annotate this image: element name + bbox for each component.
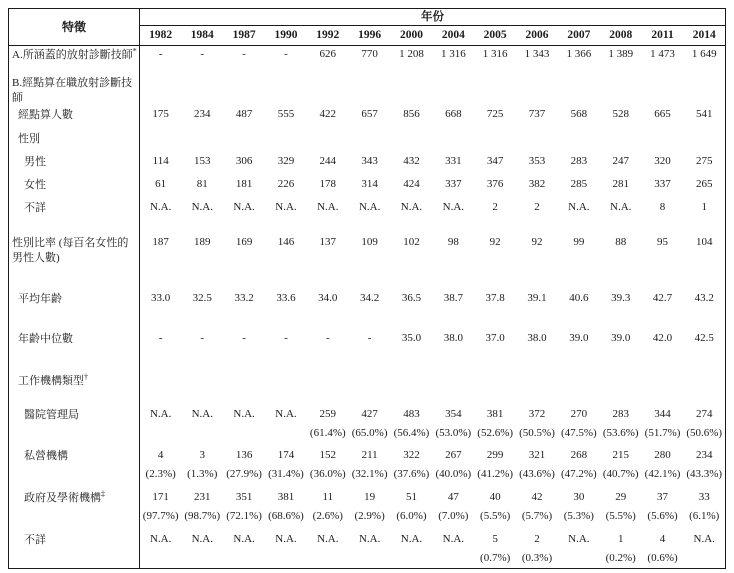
- cell-value: 372 (50.5%): [519, 407, 555, 439]
- cell-value: -: [367, 331, 372, 344]
- cell-value: 40.6: [569, 291, 589, 304]
- cell-value: 856: [403, 107, 420, 120]
- spacer-row: [9, 280, 726, 290]
- table-row: [9, 372, 726, 396]
- cell-value: 337: [445, 177, 462, 190]
- cell-value: -: [200, 48, 205, 60]
- cell-value: 187: [152, 235, 169, 248]
- cell-value: 3 (1.3%): [187, 448, 218, 480]
- cell-value: 541: [695, 107, 713, 120]
- cell-value: 169: [235, 235, 253, 248]
- cell-value: 244: [319, 154, 337, 167]
- row-label: 工作機構類型†: [9, 372, 140, 396]
- cell-value: 1 316: [440, 48, 466, 60]
- spacer-row: [9, 354, 726, 372]
- cell-value: 109: [361, 235, 378, 248]
- row-label: 平均年齡: [9, 290, 140, 314]
- cell-value: N.A.: [358, 200, 381, 213]
- cell-value: 33.6: [276, 291, 296, 304]
- empty-cells: [140, 354, 726, 372]
- row-label: 性別: [9, 130, 140, 153]
- cell-value: 4 (0.6%): [647, 532, 678, 564]
- cell-value: 234 (43.3%): [686, 448, 723, 480]
- row-label: 私營機構: [9, 447, 140, 489]
- cell-value: N.A.: [191, 200, 213, 213]
- year-column-header: 2006: [516, 26, 558, 46]
- cell-value: N.A.: [358, 532, 381, 545]
- cell-value: 770: [361, 48, 378, 60]
- row-label: 女性: [9, 176, 140, 199]
- cell-value: N.A.: [317, 532, 339, 545]
- cell-value: 1 (0.2%): [605, 532, 636, 564]
- cell-value: 39.0: [569, 331, 589, 344]
- cell-value: 39.3: [611, 291, 631, 304]
- cell-value: 211 (32.1%): [351, 448, 388, 480]
- cell-value: N.A.: [275, 200, 297, 213]
- cell-value: N.A.: [233, 407, 255, 420]
- cell-value: 181: [235, 177, 253, 190]
- cell-value: 283: [570, 154, 588, 167]
- row-label: [9, 354, 140, 372]
- row-label: 不詳: [9, 199, 140, 222]
- table-row: [9, 46, 726, 74]
- cell-value: 555: [277, 107, 295, 120]
- year-column-header: 2007: [558, 26, 600, 46]
- cell-value: 381 (68.6%): [268, 490, 304, 522]
- year-column-header: 1982: [140, 26, 182, 46]
- cell-value: 321 (43.6%): [519, 448, 555, 480]
- cell-value: N.A.: [191, 532, 213, 545]
- cell-value: 422: [319, 107, 337, 120]
- empty-cells: [140, 280, 726, 290]
- cell-value: 34.2: [360, 291, 380, 304]
- cell-value: N.A.: [149, 200, 172, 213]
- cell-value: 268 (47.2%): [560, 448, 597, 480]
- cell-value: N.A.: [568, 532, 590, 545]
- cell-value: 668: [445, 107, 462, 120]
- cell-value: N.A.: [442, 200, 465, 213]
- table-row: [9, 234, 726, 280]
- cell-value: 34.0: [318, 291, 338, 304]
- cell-value: 234: [194, 107, 211, 120]
- cell-value: N.A.: [693, 532, 715, 545]
- cell-value: 47 (7.0%): [438, 490, 469, 522]
- table-header: [9, 9, 726, 46]
- row-label: 年齡中位數: [9, 330, 140, 354]
- row-label: B.經點算在職放射診斷技師: [9, 74, 140, 106]
- cell-value: -: [325, 331, 330, 344]
- spacer-row: [9, 314, 726, 330]
- cell-value: N.A.: [149, 532, 172, 545]
- cell-value: 174 (31.4%): [268, 448, 304, 480]
- cell-value: 98: [447, 235, 459, 248]
- row-label: [9, 396, 140, 406]
- cell-value: N.A.: [400, 532, 423, 545]
- table-row: [9, 330, 726, 354]
- cell-value: -: [284, 331, 288, 344]
- table-row: [9, 130, 726, 153]
- cell-value: 354 (53.0%): [435, 407, 472, 439]
- cell-value: N.A.: [442, 532, 465, 545]
- cell-value: 483 (56.4%): [393, 407, 430, 439]
- row-label: A.所涵蓋的放射診斷技師*: [9, 46, 140, 74]
- cell-value: 2 (0.3%): [521, 532, 553, 564]
- year-column-header: 2008: [600, 26, 642, 46]
- cell-value: 280 (42.1%): [644, 448, 681, 480]
- cell-value: 247: [612, 154, 629, 167]
- cell-value: 528: [612, 107, 629, 120]
- cell-value: N.A.: [233, 532, 255, 545]
- row-label: [9, 222, 140, 234]
- cell-value: 424: [403, 177, 420, 190]
- year-column-header: 2005: [474, 26, 516, 46]
- cell-value: N.A.: [400, 200, 423, 213]
- year-column-header: 1990: [265, 26, 307, 46]
- cell-value: 2: [534, 200, 540, 213]
- cell-value: 320: [654, 154, 671, 167]
- cell-value: 331: [445, 154, 462, 167]
- spacer-row: [9, 222, 726, 234]
- cell-value: 92: [489, 235, 501, 248]
- cell-value: 33 (6.1%): [689, 490, 720, 522]
- cell-value: 1 343: [524, 48, 550, 60]
- cell-value: 306: [235, 154, 253, 167]
- cell-value: 104: [695, 235, 713, 248]
- cell-value: 114: [152, 154, 169, 167]
- cell-value: N.A.: [317, 200, 339, 213]
- cell-value: 382: [528, 177, 546, 190]
- spacer-row: [9, 396, 726, 406]
- year-column-header: 2004: [432, 26, 474, 46]
- cell-value: 1 649: [691, 48, 717, 60]
- empty-cells: [140, 396, 726, 406]
- cell-value: N.A.: [275, 532, 297, 545]
- cell-value: 42 (5.7%): [521, 490, 553, 522]
- cell-value: 11 (2.6%): [312, 490, 343, 522]
- cell-value: 61: [155, 177, 167, 190]
- cell-value: 568: [570, 107, 588, 120]
- cell-value: 8: [659, 200, 666, 213]
- cell-value: 265: [695, 177, 713, 190]
- cell-value: 81: [196, 177, 208, 190]
- cell-value: -: [200, 331, 205, 344]
- year-group-row: [9, 9, 726, 26]
- cell-value: 136 (27.9%): [226, 448, 262, 480]
- year-column-header: 1987: [223, 26, 265, 46]
- cell-value: N.A.: [610, 200, 632, 213]
- cell-value: 88: [615, 235, 627, 248]
- cell-value: 322 (37.6%): [393, 448, 430, 480]
- cell-value: 657: [361, 107, 378, 120]
- cell-value: 5 (0.7%): [480, 532, 511, 564]
- cell-value: 175: [152, 107, 169, 120]
- characteristics-header: 特徵: [9, 9, 140, 46]
- cell-value: 343: [361, 154, 378, 167]
- cell-value: 29 (5.5%): [605, 490, 636, 522]
- cell-value: 153: [194, 154, 211, 167]
- cell-value: 37.0: [485, 331, 505, 344]
- cell-value: 299 (41.2%): [477, 448, 514, 480]
- cell-value: 30 (5.3%): [563, 490, 594, 522]
- statistics-table: [8, 8, 726, 569]
- empty-cells: [140, 222, 726, 234]
- cell-value: 1 316: [482, 48, 508, 60]
- cell-value: 1 389: [608, 48, 634, 60]
- cell-value: -: [284, 48, 288, 60]
- cell-value: 102: [403, 235, 420, 248]
- cell-value: 344 (51.7%): [644, 407, 681, 439]
- cell-value: 427 (65.0%): [351, 407, 388, 439]
- cell-value: -: [242, 331, 246, 344]
- cell-value: 626: [319, 48, 337, 60]
- cell-value: 725: [486, 107, 504, 120]
- row-label: 男性: [9, 153, 140, 176]
- table-row: [9, 531, 726, 569]
- year-group-header: 年份: [140, 9, 726, 26]
- cell-value: 231 (98.7%): [184, 490, 221, 522]
- row-label: 醫院管理局: [9, 406, 140, 447]
- row-label: 政府及學術機構‡: [9, 489, 140, 531]
- cell-value: 19 (2.9%): [354, 490, 385, 522]
- cell-value: 1: [701, 200, 707, 213]
- cell-value: 351 (72.1%): [226, 490, 262, 522]
- cell-value: 2: [492, 200, 498, 213]
- empty-cells: [140, 314, 726, 330]
- cell-value: 1 366: [566, 48, 592, 60]
- cell-value: 275: [695, 154, 713, 167]
- cell-value: 32.5: [192, 291, 212, 304]
- cell-value: N.A.: [568, 200, 590, 213]
- cell-value: 39.0: [611, 331, 631, 344]
- cell-value: 487: [235, 107, 253, 120]
- row-label: [9, 314, 140, 330]
- cell-value: N.A.: [149, 407, 172, 420]
- row-label: 經點算人數: [9, 106, 140, 130]
- table-row: [9, 290, 726, 314]
- table-row: [9, 176, 726, 199]
- cell-value: N.A.: [191, 407, 213, 420]
- cell-value: 95: [657, 235, 669, 248]
- table-body: [9, 46, 726, 569]
- row-label: 不詳: [9, 531, 140, 569]
- cell-value: -: [242, 48, 246, 60]
- cell-value: 283 (53.6%): [602, 407, 639, 439]
- cell-value: 329: [277, 154, 295, 167]
- empty-cells: [140, 372, 726, 396]
- cell-value: 281: [612, 177, 629, 190]
- cell-value: 337: [654, 177, 671, 190]
- table-row: [9, 406, 726, 447]
- table-row: [9, 489, 726, 531]
- cell-value: 347: [486, 154, 504, 167]
- cell-value: 285: [570, 177, 588, 190]
- cell-value: 42.5: [694, 331, 714, 344]
- cell-value: 1 208: [399, 48, 424, 60]
- cell-value: 40 (5.5%): [480, 490, 511, 522]
- year-column-header: 1984: [181, 26, 223, 46]
- cell-value: 43.2: [694, 291, 714, 304]
- cell-value: 4 (2.3%): [145, 448, 176, 480]
- empty-cells: [140, 74, 726, 106]
- cell-value: 99: [573, 235, 585, 248]
- table-row: [9, 74, 726, 106]
- cell-value: N.A.: [233, 200, 255, 213]
- cell-value: 37 (5.6%): [647, 490, 678, 522]
- table-row: [9, 106, 726, 130]
- cell-value: 314: [361, 177, 378, 190]
- cell-value: 33.2: [234, 291, 254, 304]
- cell-value: 215 (40.7%): [602, 448, 639, 480]
- cell-value: 274 (50.6%): [686, 407, 723, 439]
- cell-value: 33.0: [151, 291, 171, 304]
- cell-value: N.A.: [275, 407, 297, 420]
- cell-value: 171 (97.7%): [142, 490, 179, 522]
- table-row: [9, 447, 726, 489]
- cell-value: 737: [528, 107, 546, 120]
- cell-value: 376: [486, 177, 504, 190]
- cell-value: 51 (6.0%): [396, 490, 427, 522]
- cell-value: 432: [403, 154, 420, 167]
- cell-value: 353: [528, 154, 546, 167]
- cell-value: 42.7: [652, 291, 673, 304]
- year-column-header: 2011: [642, 26, 684, 46]
- cell-value: -: [158, 331, 163, 344]
- row-label: [9, 280, 140, 290]
- cell-value: 38.7: [443, 291, 463, 304]
- cell-value: 267 (40.0%): [435, 448, 472, 480]
- cell-value: 37.8: [485, 291, 505, 304]
- cell-value: 35.0: [401, 331, 422, 344]
- empty-cells: [140, 130, 726, 153]
- table-row: [9, 153, 726, 176]
- cell-value: 146: [277, 235, 295, 248]
- cell-value: -: [158, 48, 163, 60]
- cell-value: 259 (61.4%): [309, 407, 346, 439]
- cell-value: 38.0: [527, 331, 547, 344]
- cell-value: 270 (47.5%): [560, 407, 597, 439]
- cell-value: 42.0: [652, 331, 673, 344]
- year-column-header: 1992: [307, 26, 349, 46]
- cell-value: 137: [319, 235, 337, 248]
- cell-value: 152 (36.0%): [309, 448, 346, 480]
- cell-value: 189: [194, 235, 211, 248]
- cell-value: 36.5: [401, 291, 422, 304]
- cell-value: 1 473: [650, 48, 675, 60]
- cell-value: 226: [277, 177, 295, 190]
- cell-value: 38.0: [443, 331, 463, 344]
- row-label: 性別比率 (每百名女性的男性人數): [9, 234, 140, 280]
- cell-value: 92: [531, 235, 543, 248]
- year-column-header: 2014: [683, 26, 725, 46]
- cell-value: 178: [319, 177, 337, 190]
- table-row: [9, 199, 726, 222]
- cell-value: 665: [654, 107, 671, 120]
- year-column-header: 2000: [391, 26, 433, 46]
- cell-value: 39.1: [527, 291, 547, 304]
- year-column-header: 1996: [349, 26, 391, 46]
- cell-value: 381 (52.6%): [477, 407, 514, 439]
